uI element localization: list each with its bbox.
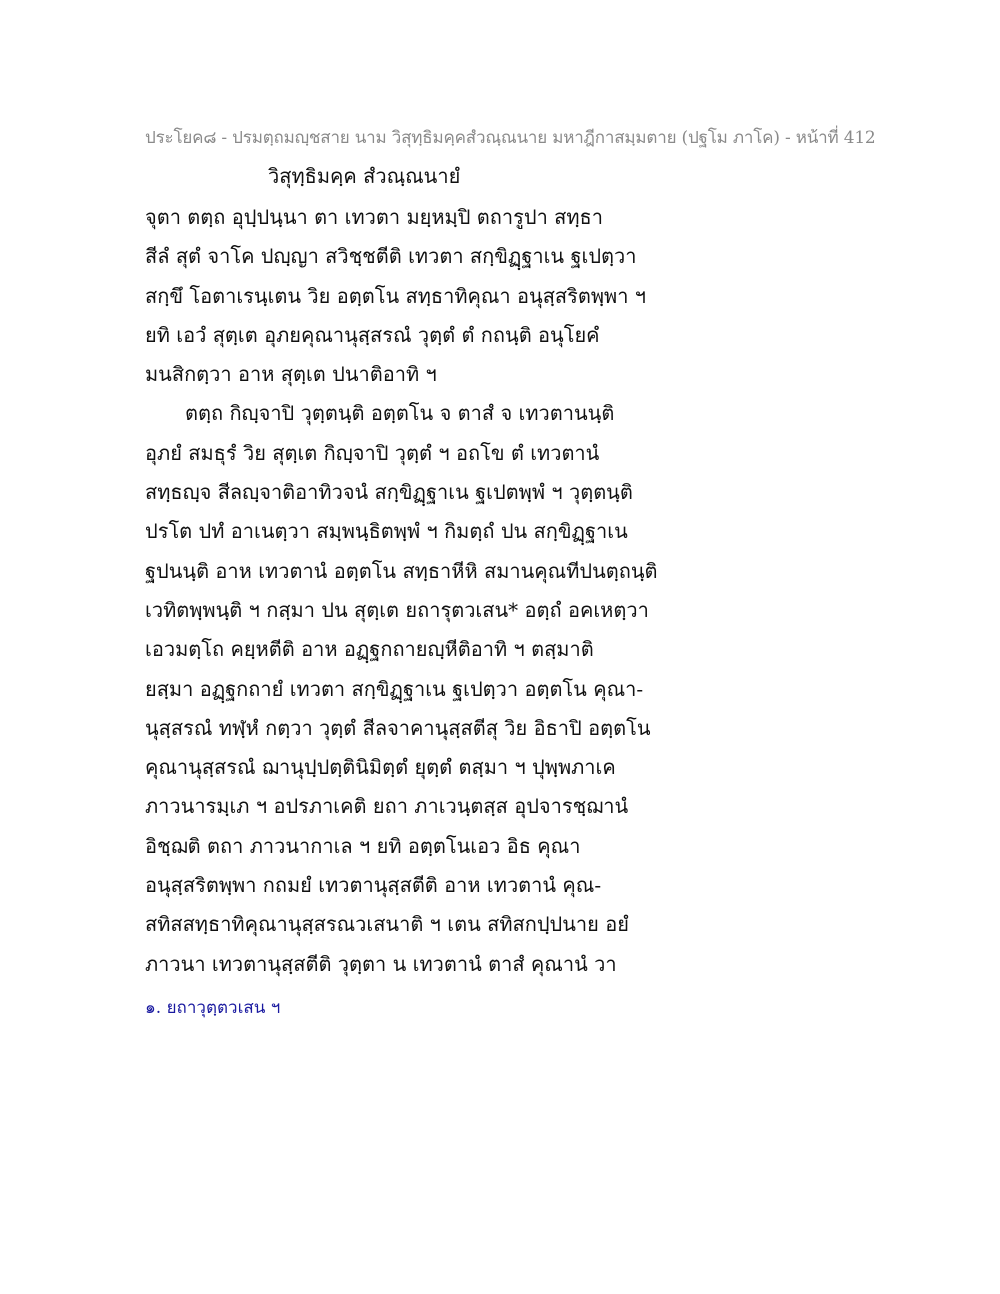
body-line: สทฺธญฺจ สีลญฺจาติอาทิวจนํ สกฺขิฏฺฐาเน ฐเปตพฺพํ ฯ วุตฺตนฺติ — [145, 480, 633, 505]
body-line: ยทิ เอวํ สุตฺเต อุภยคุณานุสฺสรณํ วุตฺตํ ตํ กถนฺติ อนุโยคํ — [145, 322, 600, 347]
section-title: วิสุทฺธิมคฺค สํวณฺณนายํ — [268, 164, 461, 188]
body-line: มนสิกตฺวา อาห สุตฺเต ปนาติอาทิ ฯ — [145, 362, 437, 387]
body-line: สกฺขึ โอตาเรนฺเตน วิย อตฺตโน สทฺธาทิคุณา อนุสฺสริตพฺพา ฯ — [145, 283, 647, 308]
body-line: ภาวนารมฺเภ ฯ อปรภาเคติ ยถา ภาเวนฺตสฺส อุปจารชฺฌานํ — [145, 794, 629, 819]
body-line: สทิสสทฺธาทิคุณานุสฺสรณวเสนาติ ฯ เตน สทิสกปฺปนาย อยํ — [145, 912, 629, 937]
footnote: ๑. ยถาวุตฺตวเสน ฯ — [145, 998, 281, 1018]
body-line: อนุสฺสริตพฺพา กถมยํ เทวตานุสฺสตีติ อาห เทวตานํ คุณ- — [145, 873, 602, 898]
body-line: ยสฺมา อฏฺฐกถายํ เทวตา สกฺขิฏฺฐาเน ฐเปตฺวา อตฺตโน คุณา- — [145, 676, 644, 701]
body-line: ภาวนา เทวตานุสฺสตีติ วุตฺตา น เทวตานํ ตาสํ คุณานํ วา — [145, 951, 617, 976]
body-line: เวทิตพฺพนฺติ ฯ กสฺมา ปน สุตฺเต ยถารุตวเสน* อตฺถํ อคเหตฺวา — [145, 597, 649, 622]
body-line: คุณานุสฺสรณํ ฌานุปฺปตฺตินิมิตฺตํ ยุตฺตํ ตสฺมา ฯ ปุพฺพภาเค — [145, 755, 616, 780]
body-text — [145, 198, 705, 984]
body-line: อิชฺฌติ ตถา ภาวนากาเล ฯ ยทิ อตฺตโนเอว อิธ คุณา — [145, 833, 581, 858]
body-line: ปรโต ปทํ อาเนตฺวา สมฺพนฺธิตพฺพํ ฯ กิมตฺถํ ปน สกฺขิฏฺฐาเน — [145, 519, 628, 544]
body-line: สีลํ สุตํ จาโค ปญฺญา สวิชฺชตีติ เทวตา สกฺขิฏฺฐาเน ฐเปตฺวา — [145, 244, 637, 269]
body-line: จุตา ตตฺถ อุปฺปนฺนา ตา เทวตา มยฺหมฺปิ ตถารูปา สทฺธา — [145, 205, 603, 229]
body-line-paragraph-start: ตตฺถ กิญฺจาปิ วุตฺตนฺติ อตฺตโน จ ตาสํ จ เทวตานนฺติ — [185, 401, 615, 426]
body-line: อุภยํ สมธุรํ วิย สุตฺเต กิญฺจาปิ วุตฺตํ ฯ อถโข ตํ เทวตานํ — [145, 440, 600, 465]
body-line: นุสฺสรณํ ทฬฺหํ กตฺวา วุตฺตํ สีลจาคานุสฺสตีสุ วิย อิธาปิ อตฺตโน — [145, 715, 651, 740]
body-line: ฐปนนฺติ อาห เทวตานํ อตฺตโน สทฺธาหีหิ สมานคุณทีปนตฺถนฺติ — [145, 558, 658, 583]
body-line: เอวมตฺโถ คยฺหตีติ อาห อฏฺฐกถายญฺหีติอาทิ ฯ ตสฺมาติ — [145, 637, 594, 662]
running-header: ประโยค๘ - ปรมตฺถมญฺชสาย นาม วิสุทฺธิมคฺคสํวณฺณนาย มหาฎีกาสมฺมตาย (ปฐโม ภาโค) - หน้าที่ 412 — [145, 128, 876, 148]
